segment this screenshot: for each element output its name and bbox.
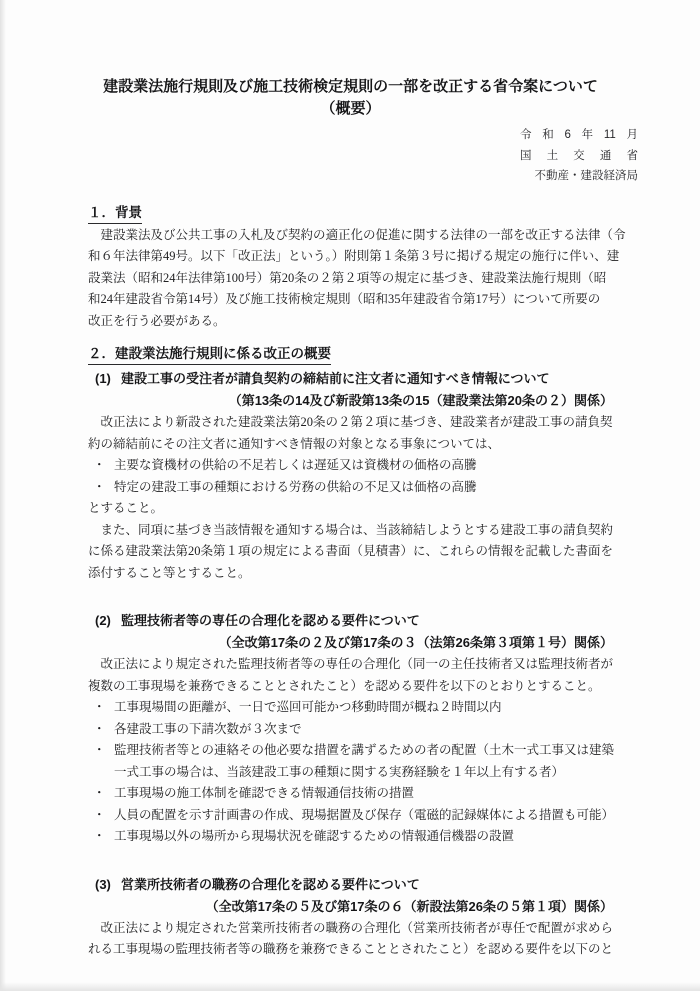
text-line: 工事現場間の距離が、一日で巡回可能かつ移動時間が概ね２時間以内 (114, 700, 502, 714)
document-subtitle: （概要） (320, 100, 381, 117)
text-line: また、同項に基づき当該情報を通知する場合は、当該締結しようとする建設工事の請負契約 (88, 522, 614, 537)
bullet-text (114, 826, 613, 848)
bullet-icon: ・ (93, 700, 106, 714)
bullet-icon: ・ (93, 721, 106, 736)
text-line: 改正法により新設された建設業法第20条の２第２項に基づき、建設業者が建設工事の請負契 (88, 415, 613, 429)
scan-edge-left (0, 0, 6, 991)
item-1-number: (1) (95, 371, 111, 386)
text-line: 建設業法及び公共工事の入札及び契約の適正化の促進に関する法律の一部を改正する法律（令 (88, 227, 626, 242)
bullet-icon: ・ (93, 829, 106, 843)
item-3-title: 営業所技術者の職務の合理化を認める要件について (121, 876, 420, 892)
bullet-item (88, 783, 613, 805)
bullet-item (88, 455, 613, 477)
amendment-item-2 (88, 610, 613, 848)
bullet-text (114, 477, 613, 499)
bullet-icon: ・ (93, 807, 106, 822)
issue-date: 令和6年11月 (520, 129, 638, 141)
item-1-article-reference: （第13条の14及び新設第13条の15（建設業法第20条の２）関係） (228, 393, 613, 408)
item-2-number: (2) (95, 613, 111, 628)
text-line: 改正法により規定された監理技術者等の専任の合理化（同一の主任技術者又は監理技術者が (88, 657, 614, 671)
bureau-name: 不動産・建設経済局 (534, 170, 638, 182)
bullet-item (88, 477, 613, 499)
document-title: 建設業法施行規則及び施工技術検定規則の一部を改正する省令案について (103, 78, 598, 95)
text-line: 一式工事の場合は、当該建設工事の種類に関する実務経験を１年以上有する者） (114, 764, 565, 779)
item-1-paragraph-1 (88, 412, 613, 455)
text-line: 改正法により規定された営業所技術者の職務の合理化（営業所技術者が専任で配置が求めら (88, 920, 614, 935)
text-line: に係る建設業法第20条第１項の規定による書面（見積書）に、これらの情報を記載した書面を (88, 544, 614, 558)
bullet-item (88, 719, 613, 741)
bullet-text (114, 719, 613, 741)
section-amendments (88, 342, 613, 961)
item-1-title: 建設工事の受注者が請負契約の締結前に注文者に通知すべき情報について (121, 371, 550, 386)
item-1-bullet-list (88, 455, 613, 498)
text-line: 特定の建設工事の種類における労務の供給の不足又は価格の高騰 (114, 479, 477, 494)
bullet-text (114, 455, 613, 477)
bullet-text (114, 783, 613, 805)
bullet-item (88, 697, 613, 719)
item-1-heading (88, 368, 613, 390)
bullet-text (114, 805, 614, 827)
text-line: 改正を行う必要がある。 (88, 313, 226, 328)
scan-edge-bottom (0, 982, 700, 991)
bullet-text (114, 740, 614, 783)
text-line: 監理技術者等との連絡その他必要な措置を講ずるための者の配置（土木一式工事又は建築 (114, 743, 615, 757)
text-line: 和６年法律第49号。以下「改正法」という。）附則第１条第３号に掲げる規定の施行に伴い、建 (88, 249, 620, 263)
text-line: 工事現場の施工体制を確認できる情報通信技術の措置 (114, 786, 415, 800)
byline-block (520, 125, 638, 187)
text-line: 人員の配置を示す計画書の作成、現場据置及び保存（電磁的記録媒体による措置も可能） (114, 807, 615, 822)
text-line: 工事現場以外の場所から現場状況を確認するための情報通信機器の設置 (114, 829, 515, 843)
bullet-item (88, 805, 613, 827)
item-3-number: (3) (95, 876, 111, 892)
section-2-heading: ２．建設業法施行規則に係る改正の概要 (88, 345, 331, 365)
background-paragraph (88, 225, 626, 333)
text-line: 約の締結前にその注文者に通知すべき情報の対象となる事象については、 (88, 436, 501, 451)
bullet-icon: ・ (93, 786, 106, 800)
amendment-item-3 (88, 874, 613, 961)
section-1-heading: １．背景 (88, 204, 142, 224)
item-1-paragraph-2 (88, 520, 613, 585)
item-2-paragraph-1 (88, 654, 613, 697)
item-1-closing-line: とすること。 (88, 501, 164, 515)
bullet-item (88, 740, 613, 783)
item-3-paragraph-1 (88, 918, 613, 961)
text-line: れる工事現場の監理技術者等の職務を兼務できることとされたこと）を認める要件を以下のと (88, 942, 614, 956)
section-heading-row (88, 201, 613, 225)
text-line: 複数の工事現場を兼務できることとされたこと）を認める要件を以下のとおりとすること。 (88, 678, 601, 693)
ministry-name: 国土交通省 (520, 149, 638, 162)
text-line: 和24年建設省令第14号）及び施工技術検定規則（昭和35年建設省令第17号）について所要の (88, 292, 601, 306)
section-background (88, 201, 626, 333)
text-line: 主要な資機材の供給の不足若しくは遅延又は資機材の価格の高騰 (114, 458, 477, 472)
section-heading-row (88, 342, 613, 366)
text-line: 各建設工事の下請次数が３次まで (114, 721, 302, 736)
item-3-article-reference: （全改第17条の５及び第17条の６（新設法第26条の５第１項）関係） (205, 898, 613, 914)
item-2-bullet-list (88, 697, 613, 848)
item-2-article-reference: （全改第17条の２及び第17条の３（法第26条第３項第１号）関係） (218, 635, 613, 650)
item-2-heading (88, 610, 613, 632)
amendment-item-1 (88, 368, 613, 584)
text-line: 添付すること等とすること。 (88, 565, 251, 580)
bullet-icon: ・ (93, 743, 106, 757)
bullet-item (88, 826, 613, 848)
bullet-icon: ・ (93, 479, 106, 494)
item-3-heading (88, 874, 613, 896)
item-2-title: 監理技術者等の専任の合理化を認める要件について (121, 613, 420, 628)
text-line: 設業法（昭和24年法律第100号）第20条の２第２項等の規定に基づき、建設業法施行規則（昭 (88, 270, 607, 285)
bullet-icon: ・ (93, 458, 106, 472)
bullet-text (114, 697, 613, 719)
